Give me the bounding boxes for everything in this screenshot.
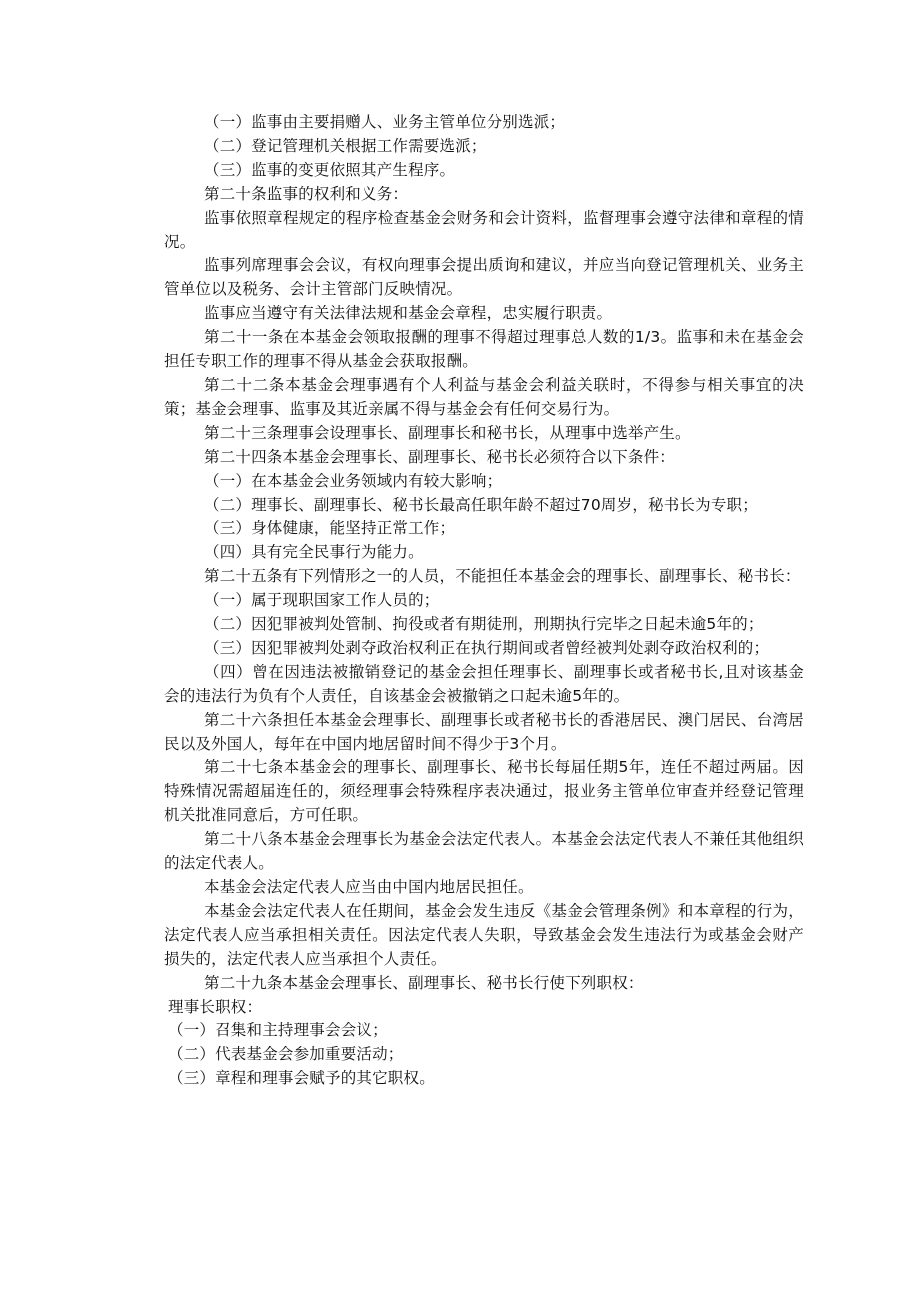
list-item: （二）理事长、副理事长、秘书长最高任职年龄不超过70周岁，秘书长为专职； [204,495,758,514]
paragraph: 监事列席理事会会议，有权向理事会提出质询和建议，并应当向登记管理机关、业务主管单位以及税务、会计主管部门反映情况。 [164,256,804,299]
article-paragraph: 第二十五条有下列情形之一的人员，不能担任本基金会的理事长、副理事长、秘书长： [204,567,801,586]
paragraph: 本基金会法定代表人应当由中国内地居民担任。 [204,878,534,896]
document-body [164,111,804,1091]
paragraph: （一）监事由主要捐赠人、业务主管单位分别选派； [204,113,566,131]
list-item: （一）属于现职国家工作人员的； [204,591,440,610]
list-item: （四）具有完全民事行为能力。 [204,543,424,562]
list-item: （三）身体健康，能坚持正常工作； [204,519,456,538]
article-paragraph: 第二十六条担任本基金会理事长、副理事长或者秘书长的香港居民、澳门居民、台湾居民以及外国人，每年在中国内地居留时间不得少于3个月。 [164,710,804,753]
list-item: （三）因犯罪被判处剥夺政治权利正在执行期间或者曾经被判处剥夺政治权利的； [204,638,770,657]
list-item: （二）代表基金会参加重要活动； [168,1045,404,1064]
paragraph: 监事应当遵守有关法律法规和基金会章程，忠实履行职责。 [204,304,613,323]
list-item: （二）因犯罪被判处管制、拘役或者有期徒刑，刑期执行完毕之日起未逾5年的； [204,615,764,634]
paragraph: 本基金会法定代表人在任期间，基金会发生违反《基金会管理条例》和本章程的行为，法定代表人应当承担相关责任。因法定代表人失职，导致基金会发生违法行为或基金会财产损失的，法定代表人应当承担个人责任。 [164,901,804,968]
list-item: （一）召集和主持理事会会议； [168,1021,388,1040]
list-item: （三）章程和理事会赋予的其它职权。 [168,1069,435,1088]
article-paragraph: 第二十八条本基金会理事长为基金会法定代表人。本基金会法定代表人不兼任其他组织的法定代表人。 [164,830,804,873]
article-paragraph: 第二十九条本基金会理事长、副理事长、秘书长行使下列职权： [204,973,644,992]
paragraph: （三）监事的变更依照其产生程序。 [204,160,456,179]
section-label: 理事长职权： [168,997,263,1016]
article-paragraph: 第二十二条本基金会理事遇有个人利益与基金会利益关联时，不得参与相关事宜的决策；基金会理事、监事及其近亲属不得与基金会有任何交易行为。 [164,375,804,418]
article-heading: 第二十条监事的权利和义务： [204,184,409,203]
article-paragraph: 第二十三条理事会设理事长、副理事长和秘书长，从理事中选举产生。 [204,423,691,442]
paragraph: （二）登记管理机关根据工作需要选派； [204,136,487,155]
paragraph: 监事依照章程规定的程序检查基金会财务和会计资料，监督理事会遵守法律和章程的情况。 [164,208,804,251]
article-paragraph: 第二十四条本基金会理事长、副理事长、秘书长必须符合以下条件： [204,447,676,466]
article-paragraph: 第二十七条本基金会的理事长、副理事长、秘书长每届任期5年，连任不超过两届。因特殊情况需超届连任的，须经理事会特殊程序表决通过，报业务主管单位审查并经登记管理机关批准同意后，方可任职。 [164,758,804,825]
list-item: （一）在本基金会业务领域内有较大影响； [204,471,503,490]
article-paragraph: 第二十一条在本基金会领取报酬的理事不得超过理事总人数的1/3。监事和未在基金会担任专职工作的理事不得从基金会获取报酬。 [164,328,804,371]
list-item: （四）曾在因违法被撤销登记的基金会担任理事长、副理事长或者秘书长,且对该基金会的违法行为负有个人责任，自该基金会被撤销之口起未逾5年的。 [164,662,804,705]
